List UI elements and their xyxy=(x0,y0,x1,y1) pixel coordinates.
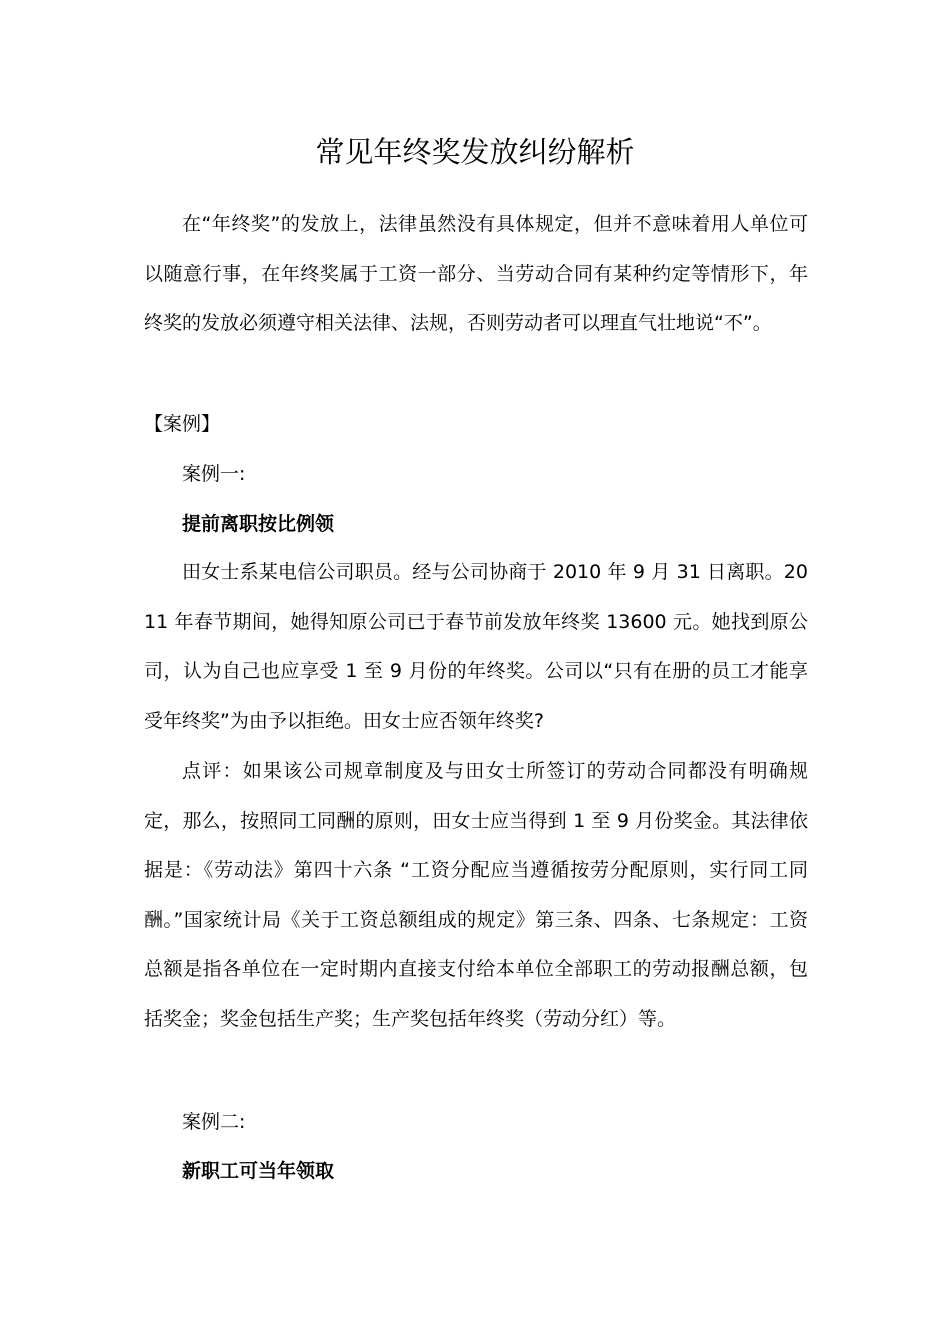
case-one-heading: 提前离职按比例领 xyxy=(182,513,335,535)
case-one-facts: 田女士系某电信公司职员。经与公司协商于 2010 年 9 月 31 日离职。2011 年春节期间，她得知原公司已于春节前发放年终奖 13600 元。她找到原公司，认为自己也应享受 1 至 9 月份的年终奖。公司以“只有在册的员工才能享受年终奖”为由予以拒绝。田女士应否领年终奖? xyxy=(144,561,808,732)
intro-paragraph: 在“年终奖”的发放上，法律虽然没有具体规定，但并不意味着用人单位可以随意行事，在年终奖属于工资一部分、当劳动合同有某种约定等情形下，年终奖的发放必须遵守相关法律、法规，否则劳动者可以理直气壮地说“不”。 xyxy=(144,213,808,334)
case-one-label: 案例一: xyxy=(182,463,246,485)
case-two-heading: 新职工可当年领取 xyxy=(182,1160,335,1182)
section-heading: 【案例】 xyxy=(144,413,221,435)
case-one-comment: 点评：如果该公司规章制度及与田女士所签订的劳动合同都没有明确规定，那么，按照同工同酬的原则，田女士应当得到 1 至 9 月份奖金。其法律依据是：《劳动法》第四十六条 “工资分配应当遵循按劳分配原则，实行同工同酬。”国家统计局《关于工资总额组成的规定》第三条、四条、七条规定：工资总额是指各单位在一定时期内直接支付给本单位全部职工的劳动报酬总额，包括奖金；奖金包括生产奖；生产奖包括年终奖（劳动分红）等。 xyxy=(144,760,808,1030)
case-two-label: 案例二: xyxy=(182,1111,246,1133)
page-title: 常见年终奖发放纠纷解析 xyxy=(315,135,635,169)
